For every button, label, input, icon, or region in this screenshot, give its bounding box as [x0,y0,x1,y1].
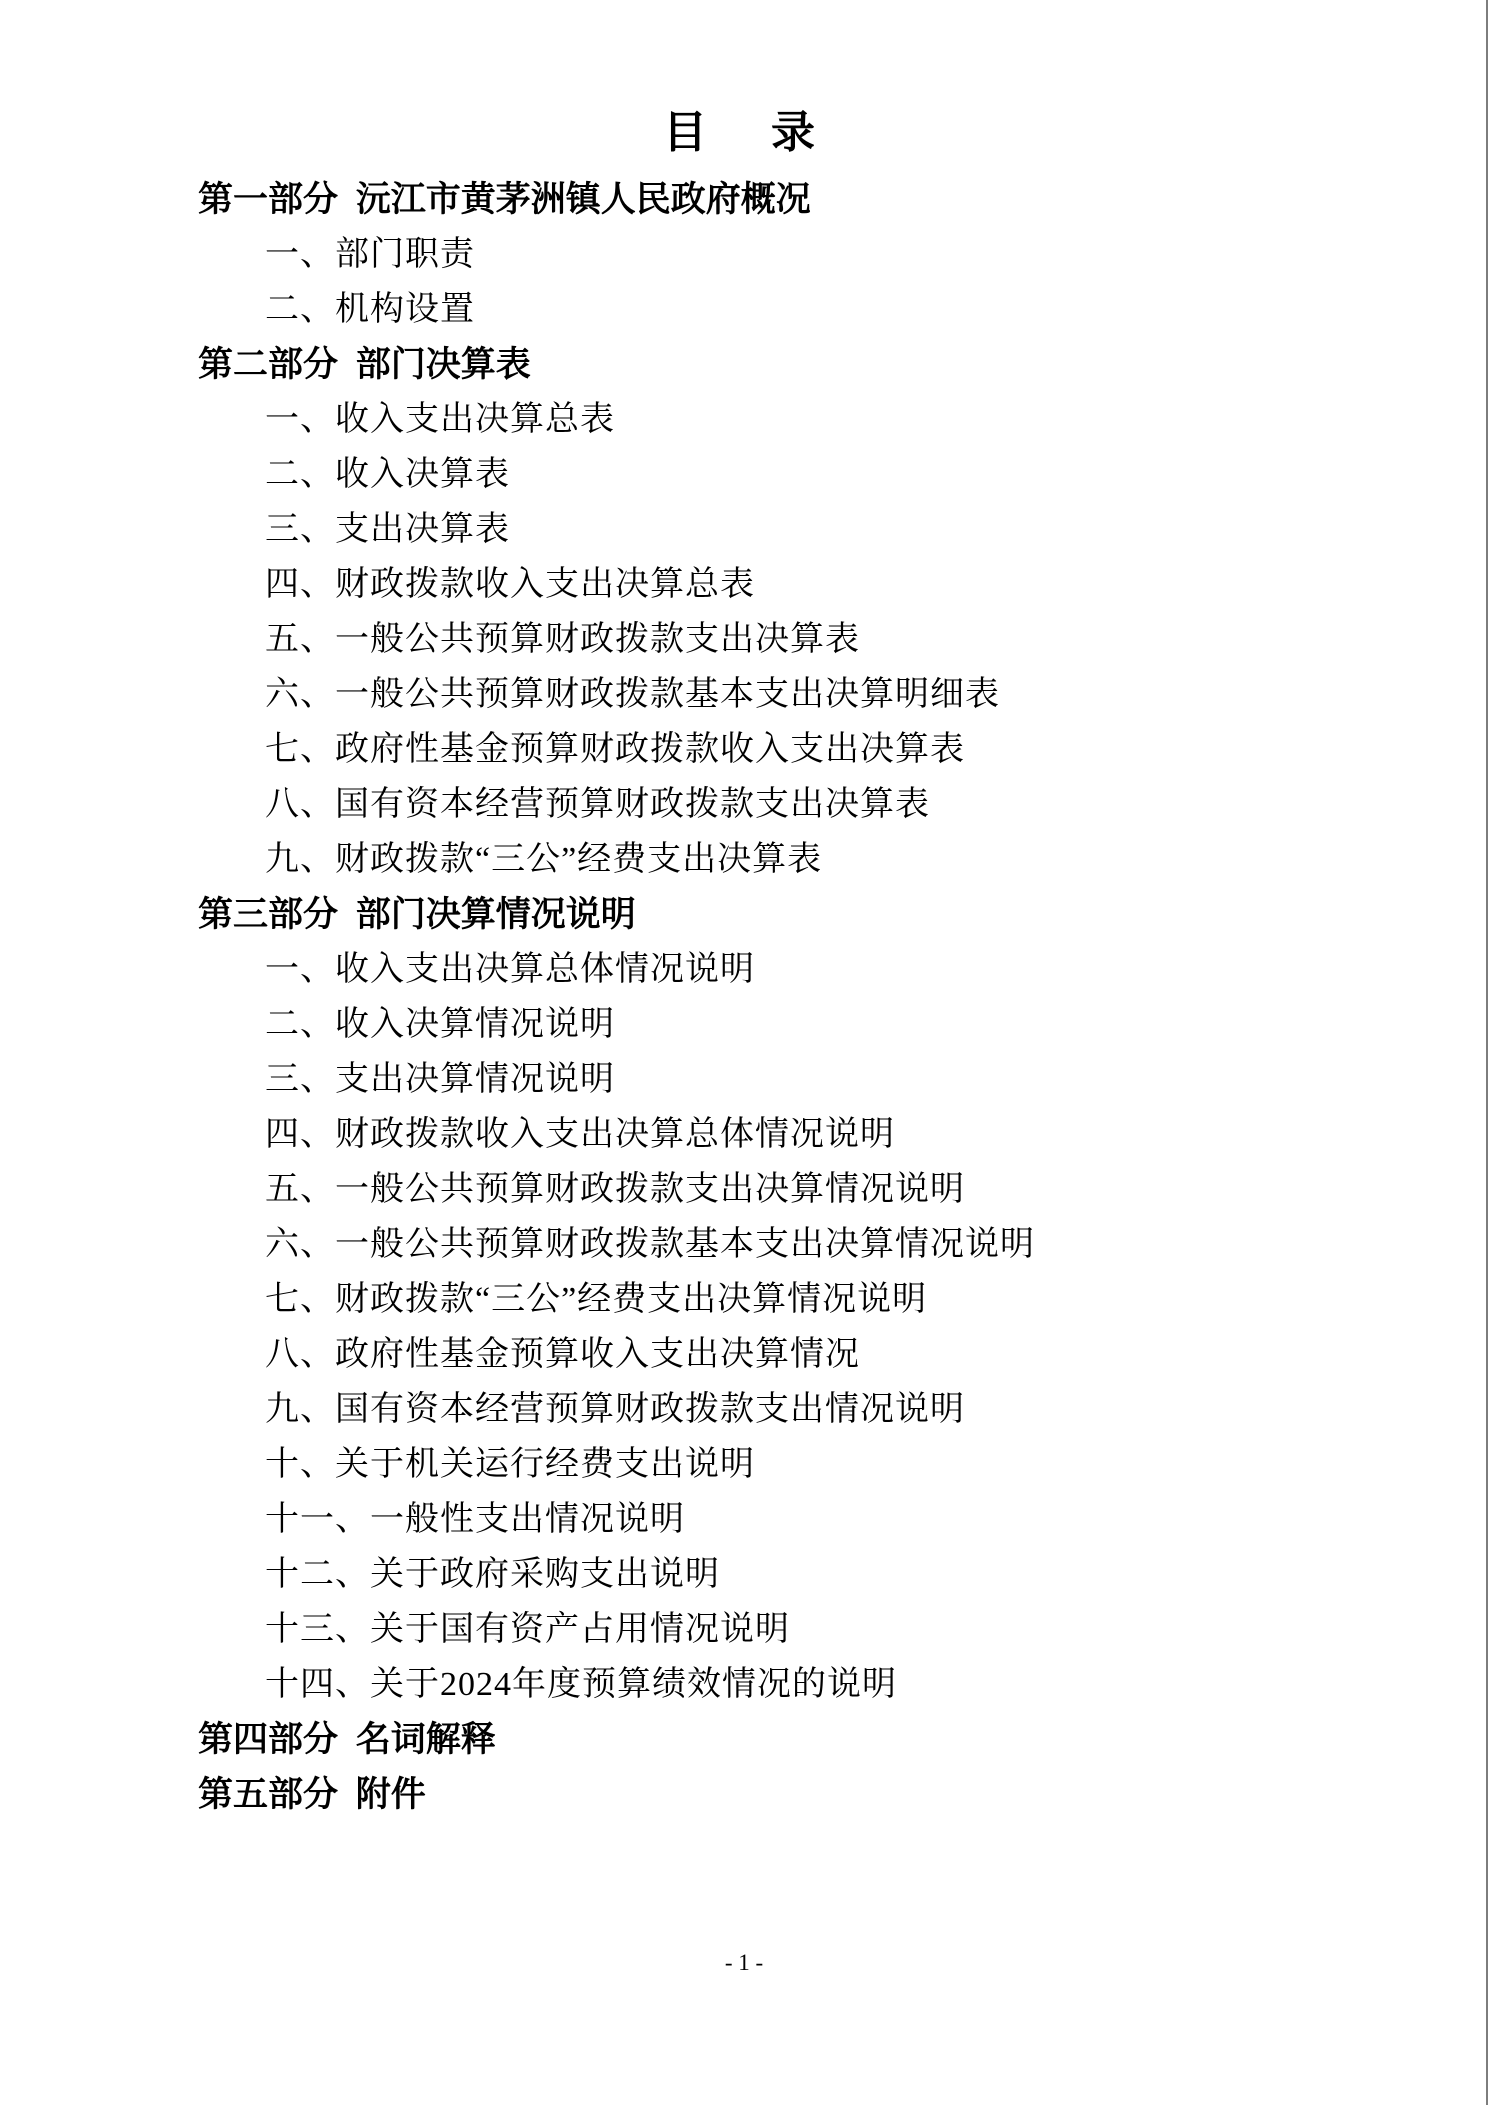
toc-item: 三、支出决算表 [265,511,510,548]
table-of-contents [0,172,1488,1822]
toc-item: 五、一般公共预算财政拨款支出决算表 [265,621,860,658]
toc-item: 四、财政拨款收入支出决算总体情况说明 [265,1116,895,1153]
toc-item: 七、财政拨款“三公”经费支出决算情况说明 [265,1281,928,1318]
toc-item: 八、国有资本经营预算财政拨款支出决算表 [265,786,930,823]
toc-item: 一、部门职责 [265,236,475,273]
toc-item: 一、收入支出决算总体情况说明 [265,951,755,988]
toc-section-heading: 第四部分 名词解释 [198,1720,496,1759]
toc-item: 十一、一般性支出情况说明 [265,1501,685,1538]
toc-item: 九、财政拨款“三公”经费支出决算表 [265,841,823,878]
page-title: 目 录 [663,108,825,157]
toc-item: 二、收入决算情况说明 [265,1006,615,1043]
toc-section-heading: 第五部分 附件 [198,1775,426,1814]
toc-item: 十二、关于政府采购支出说明 [265,1556,720,1593]
toc-item: 八、政府性基金预算收入支出决算情况 [265,1336,860,1373]
toc-item: 四、财政拨款收入支出决算总表 [265,566,755,603]
toc-item: 五、一般公共预算财政拨款支出决算情况说明 [265,1171,965,1208]
toc-item: 九、国有资本经营预算财政拨款支出情况说明 [265,1391,965,1428]
toc-section-heading: 第二部分 部门决算表 [198,345,531,384]
page-number: - 1 - [724,1950,764,1975]
toc-item: 十四、关于2024年度预算绩效情况的说明 [265,1666,897,1703]
toc-item: 十、关于机关运行经费支出说明 [265,1446,755,1483]
toc-item: 二、收入决算表 [265,456,510,493]
toc-item: 一、收入支出决算总表 [265,401,615,438]
toc-item: 七、政府性基金预算财政拨款收入支出决算表 [265,731,965,768]
toc-section-heading: 第三部分 部门决算情况说明 [198,895,636,934]
toc-item: 三、支出决算情况说明 [265,1061,615,1098]
toc-section-heading: 第一部分 沅江市黄茅洲镇人民政府概况 [198,180,811,219]
toc-item: 六、一般公共预算财政拨款基本支出决算情况说明 [265,1226,1035,1263]
toc-item: 二、机构设置 [265,291,475,328]
toc-item: 十三、关于国有资产占用情况说明 [265,1611,790,1648]
toc-item: 六、一般公共预算财政拨款基本支出决算明细表 [265,676,1000,713]
